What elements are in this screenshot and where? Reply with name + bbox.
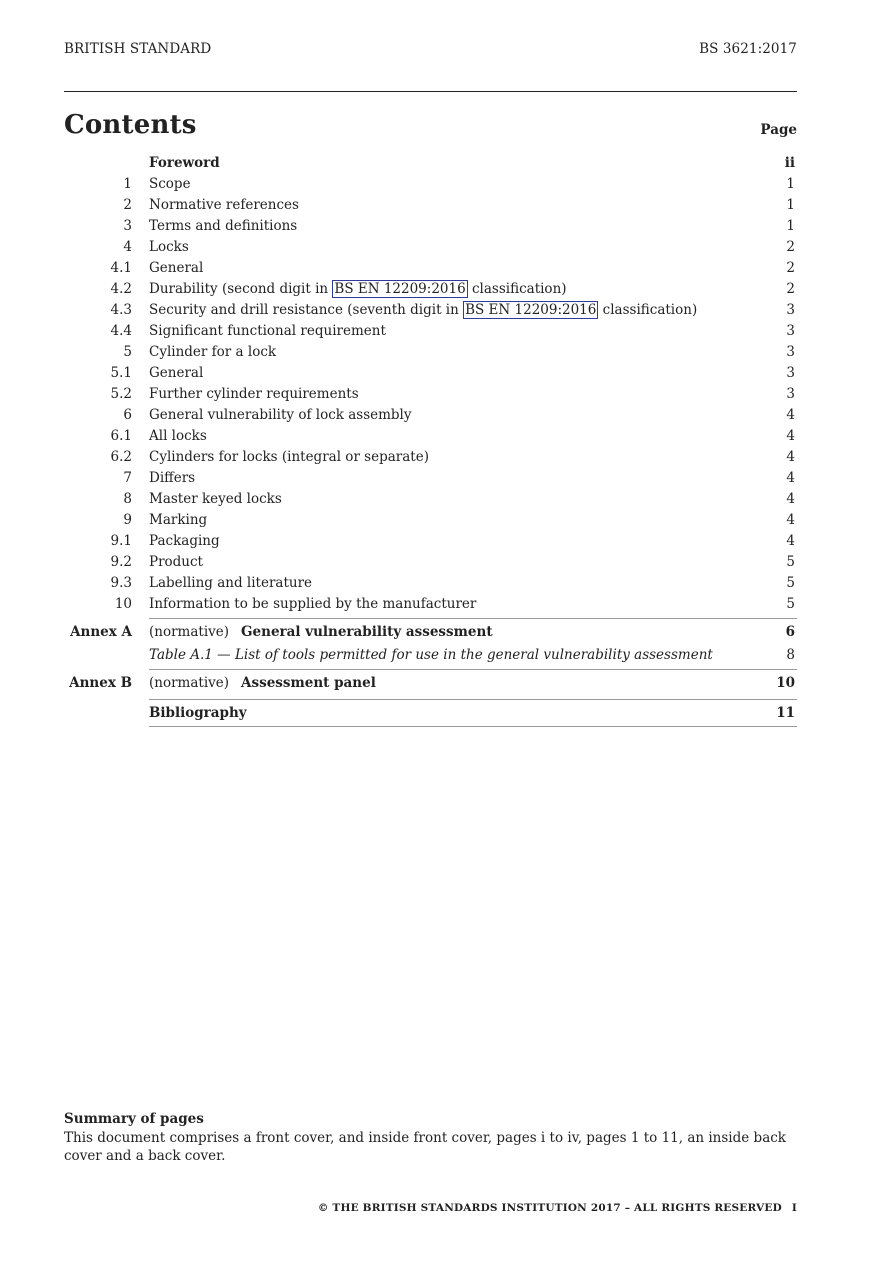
toc-entry[interactable] <box>64 573 797 594</box>
toc-entry-page: 5 <box>786 554 795 570</box>
toc-entry-title: General vulnerability of lock assembly <box>149 407 412 423</box>
toc-entry-title <box>149 300 755 321</box>
toc-entry-title: Information to be supplied by the manufacturer <box>149 596 477 612</box>
toc-entry-page: 3 <box>786 344 795 360</box>
annex-b-normative: (normative) <box>149 675 230 691</box>
toc-entry[interactable] <box>64 531 797 552</box>
toc-entry-page: 2 <box>786 239 795 255</box>
toc-entry-number: 6.2 <box>110 449 132 465</box>
standard-reference-link[interactable]: BS EN 12209:2016 <box>465 302 597 318</box>
toc-entry[interactable] <box>64 342 797 363</box>
toc-entry[interactable] <box>64 216 797 237</box>
toc-entry-page: 1 <box>786 218 795 234</box>
toc-entry[interactable] <box>64 447 797 468</box>
toc-entry[interactable] <box>64 405 797 426</box>
running-header-right: BS 3621:2017 <box>699 41 797 57</box>
bibliography-block <box>149 699 797 726</box>
toc-entry[interactable] <box>64 426 797 447</box>
toc-entry-page: 5 <box>786 596 795 612</box>
toc-entry-page: 2 <box>786 260 795 276</box>
toc-entries <box>64 153 797 615</box>
toc-entry-number: 7 <box>123 470 132 486</box>
toc-entry-page: 4 <box>786 533 795 549</box>
toc-entry-number: 9.1 <box>110 533 132 549</box>
toc-entry-page: 4 <box>786 449 795 465</box>
toc-entry-page: 3 <box>786 386 795 402</box>
toc-entry-title-text: classification) <box>467 281 567 297</box>
footer-copyright: © THE BRITISH STANDARDS INSTITUTION 2017 – ALL RIGHTS RESERVED <box>317 1202 782 1214</box>
toc-entry[interactable] <box>64 153 797 174</box>
toc-annex-b[interactable] <box>69 670 797 696</box>
toc-entry-page: 1 <box>786 197 795 213</box>
annex-b-page: 10 <box>776 675 795 691</box>
toc-entry-number: 5 <box>123 344 132 360</box>
toc-entry-page: 3 <box>786 365 795 381</box>
annex-a-label: Annex A <box>70 624 132 640</box>
toc-entry-number: 9.3 <box>110 575 132 591</box>
toc-entry-number: 4.1 <box>110 260 132 276</box>
toc-entry[interactable] <box>64 594 797 615</box>
toc-entry-number: 5.1 <box>110 365 132 381</box>
toc-entry[interactable] <box>64 384 797 405</box>
toc-entry-number: 10 <box>114 596 132 612</box>
toc-bibliography[interactable] <box>149 700 797 726</box>
toc-entry[interactable] <box>64 468 797 489</box>
header-rule <box>64 91 797 92</box>
toc-entry-number: 1 <box>123 176 132 192</box>
toc-entry-page: 2 <box>786 281 795 297</box>
toc-entry[interactable] <box>64 258 797 279</box>
toc-bottom-rule <box>149 726 797 727</box>
toc-entry[interactable] <box>64 300 797 321</box>
toc-entry-title: Master keyed locks <box>149 491 282 507</box>
toc-entry-number: 9.2 <box>110 554 132 570</box>
annex-b-title <box>149 670 755 696</box>
toc-entry-title: Further cylinder requirements <box>149 386 359 402</box>
toc-entry-title: All locks <box>149 428 207 444</box>
toc-entry-title: Product <box>149 554 203 570</box>
annex-a-block <box>70 618 797 645</box>
annex-a-title <box>149 619 755 645</box>
annex-a-heading: General vulnerability assessment <box>241 624 493 640</box>
summary-text: This document comprises a front cover, and inside front cover, pages i to iv, pages 1 to 11, an inside back cover and a back cover. <box>64 1130 786 1164</box>
toc-entry[interactable] <box>64 321 797 342</box>
table-a1-title: Table A.1 — List of tools permitted for use in the general vulnerability assessment <box>149 647 713 663</box>
toc-entry[interactable] <box>64 195 797 216</box>
toc-annex-a[interactable] <box>70 619 797 645</box>
bibliography-title: Bibliography <box>149 705 247 721</box>
toc-entry-title: Locks <box>149 239 189 255</box>
toc-table-a1[interactable] <box>149 645 797 666</box>
toc-entry-title: Terms and definitions <box>149 218 298 234</box>
toc-entry-page: ii <box>784 155 795 171</box>
toc-entry-page: 1 <box>786 176 795 192</box>
toc-entry-number: 4.3 <box>110 302 132 318</box>
running-header-left: BRITISH STANDARD <box>64 41 212 57</box>
annex-a-normative: (normative) <box>149 624 230 640</box>
toc-entry[interactable] <box>64 363 797 384</box>
page-column-label: Page <box>760 122 797 138</box>
toc-entry-page: 4 <box>786 491 795 507</box>
table-of-contents <box>64 153 797 727</box>
toc-entry-title: Differs <box>149 470 196 486</box>
toc-entry-title: Scope <box>149 176 191 192</box>
annex-b-label: Annex B <box>69 675 132 691</box>
contents-title: Contents <box>64 110 197 140</box>
toc-entry-page: 5 <box>786 575 795 591</box>
toc-entry-number: 4 <box>123 239 132 255</box>
toc-entry-page: 4 <box>786 428 795 444</box>
annex-b-block <box>69 669 797 696</box>
toc-entry-number: 6.1 <box>110 428 132 444</box>
toc-entry[interactable] <box>64 174 797 195</box>
toc-entry-title: General <box>149 260 204 276</box>
toc-entry-title: General <box>149 365 204 381</box>
toc-entry[interactable] <box>64 510 797 531</box>
toc-entry-title-text: classification) <box>598 302 698 318</box>
toc-entry-number: 4.4 <box>110 323 132 339</box>
toc-entry[interactable] <box>64 552 797 573</box>
toc-entry-number: 8 <box>123 491 132 507</box>
bibliography-page: 11 <box>776 705 795 721</box>
toc-entry-title: Labelling and literature <box>149 575 313 591</box>
footer-page-number: I <box>791 1202 797 1214</box>
toc-entry-title: Significant functional requirement <box>149 323 386 339</box>
summary-heading: Summary of pages <box>64 1111 204 1127</box>
toc-entry[interactable] <box>64 489 797 510</box>
toc-entry-title-text: Security and drill resistance (seventh digit in <box>149 302 464 318</box>
toc-entry-number: 3 <box>123 218 132 234</box>
toc-entry-title: Normative references <box>149 197 299 213</box>
annex-b-heading: Assessment panel <box>241 675 376 691</box>
toc-entry-page: 3 <box>786 302 795 318</box>
toc-entry-title: Marking <box>149 512 208 528</box>
toc-entry-title: Cylinders for locks (integral or separate) <box>149 449 429 465</box>
standard-reference-link[interactable]: BS EN 12209:2016 <box>334 281 466 297</box>
toc-entry-title: Foreword <box>149 155 220 171</box>
toc-entry[interactable] <box>64 279 797 300</box>
toc-entry-number: 4.2 <box>110 281 132 297</box>
toc-entry-number: 5.2 <box>110 386 132 402</box>
toc-entry-title-text: Durability (second digit in <box>149 281 333 297</box>
toc-entry-number: 6 <box>123 407 132 423</box>
table-a1-page: 8 <box>786 647 795 663</box>
toc-entry-title: Packaging <box>149 533 220 549</box>
toc-entry-page: 4 <box>786 407 795 423</box>
toc-entry-number: 2 <box>123 197 132 213</box>
toc-entry-title <box>149 279 755 300</box>
footer <box>318 1202 797 1214</box>
toc-entry-title: Cylinder for a lock <box>149 344 277 360</box>
toc-entry-number: 9 <box>123 512 132 528</box>
toc-entry-page: 4 <box>786 512 795 528</box>
toc-entry-page: 4 <box>786 470 795 486</box>
toc-entry-page: 3 <box>786 323 795 339</box>
toc-entry[interactable] <box>64 237 797 258</box>
annex-a-page: 6 <box>785 624 795 640</box>
